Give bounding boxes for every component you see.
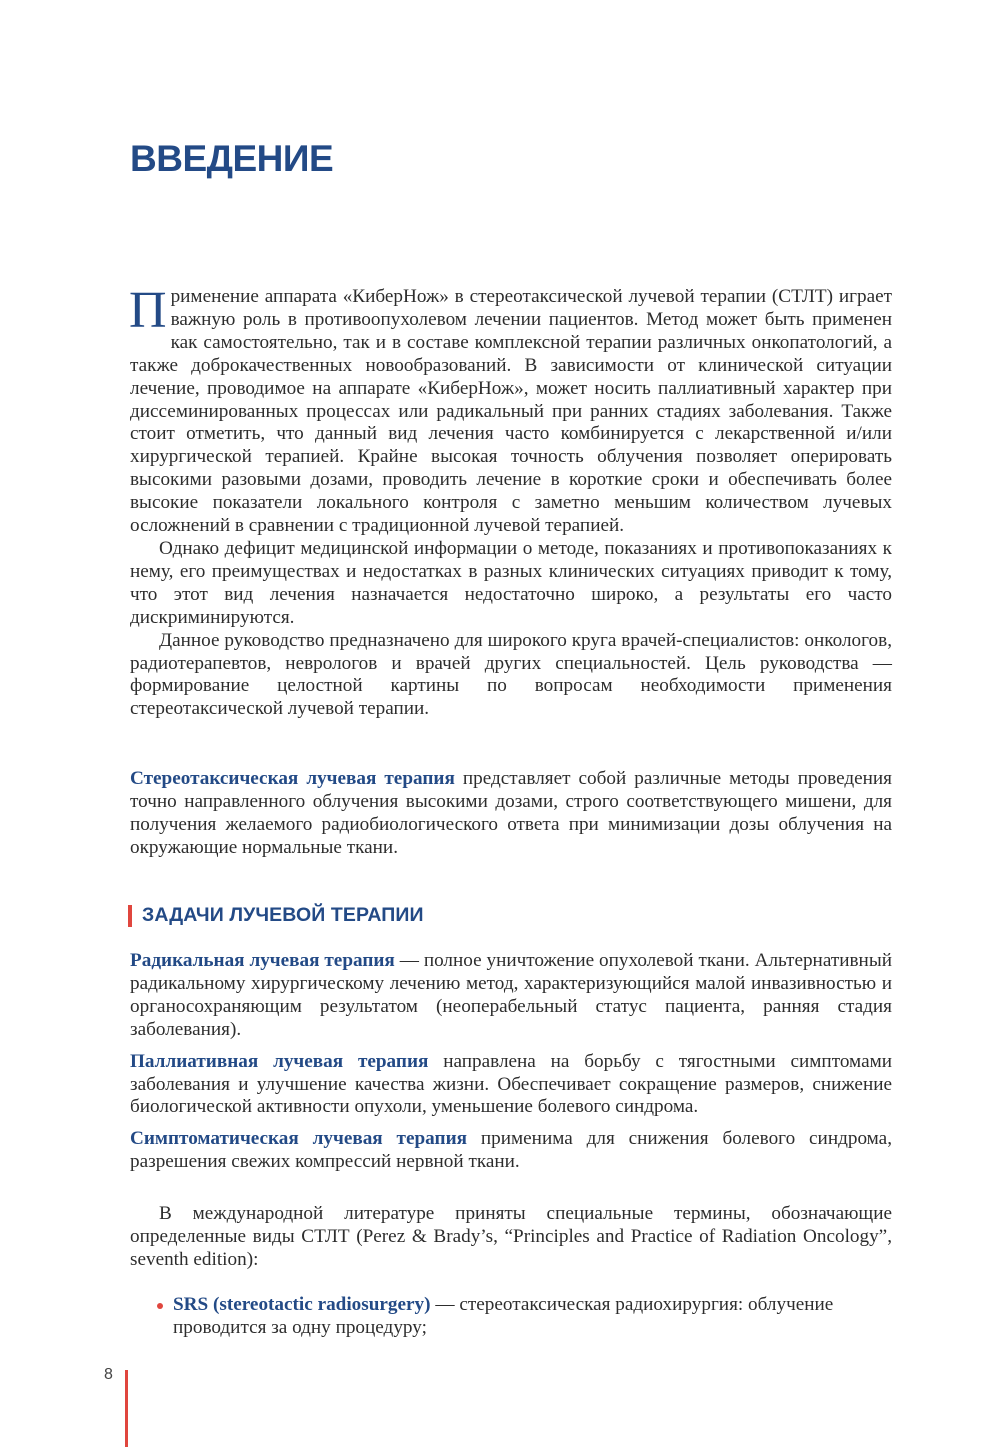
goal-text: применима для снижения болевого синдрома, разрешения свежих компрессий нервной ткани. <box>130 1128 892 1173</box>
intro-paragraph-1-text: рименение аппарата «КиберНож» в стереотаксической лучевой терапии (СТЛТ) играет важную роль в противоопухолевом лечении пациентов. Метод может быть применен как самостоятельно, так и в составе комплексной терапии различных онкопатологий, а также доброкачественных новообразований. В зависимости от клинической ситуации лечение, проводимое на аппарате «КиберНож», может носить паллиативный характер при диссеминированных процессах или радикальный при ранних стадиях заболевания. Также стоит отметить, что данный вид лечения часто комбинируется с лекарственной и/или хирургической терапией. Крайне высокая точность облучения позволяет оперировать высокими разовыми дозами, проводить лечение в короткие сроки и обеспечивать более высокие показатели локального контроля с заметно меньшим количеством лучевых осложнений в сравнении с традиционной лучевой терапией. <box>130 286 892 537</box>
goal-palliative <box>130 1051 892 1120</box>
list-item-term: SRS (stereotactic radiosurgery) <box>173 1293 431 1315</box>
bullet-icon <box>157 1303 163 1309</box>
definition-term: Стереотаксическая лучевая терапия <box>130 768 455 789</box>
intro-section <box>129 282 892 721</box>
definition-text: представляет собой различные методы проведения точно направленного облучения высокими дозами, строго соответствующего мишени, для получения желаемого радиобиологического ответа при минимизации дозы облучения на окружающие нормальные ткани. <box>130 768 893 858</box>
drop-cap: П <box>129 282 167 339</box>
list-item <box>130 1294 892 1340</box>
goal-radical <box>130 950 892 1042</box>
page-number: 8 <box>104 1366 113 1383</box>
literature-section <box>130 1203 892 1340</box>
terms-list <box>130 1294 892 1340</box>
goal-term: Симптоматическая лучевая терапия <box>130 1128 468 1150</box>
goal-term: Радикальная лучевая терапия <box>130 950 395 971</box>
goal-symptomatic <box>130 1128 892 1174</box>
section-heading <box>128 904 424 927</box>
page-margin-rule <box>125 1370 128 1447</box>
intro-paragraph-1 <box>129 282 892 538</box>
definition-section <box>130 768 892 860</box>
definition-paragraph <box>130 768 892 860</box>
therapy-goals <box>130 950 892 1174</box>
list-item-text: — стереотаксическая радиохирургия: облучение проводится за одну процедуру; <box>173 1293 834 1338</box>
section-title: ЗАДАЧИ ЛУЧЕВОЙ ТЕРАПИИ <box>142 904 424 926</box>
intro-paragraph-2: Однако дефицит медицинской информации о методе, показаниях и противопоказаниях к нему, его преимуществах и недостатках в разных клинических ситуациях приводит к тому, что этот вид лечения назначается недостаточно широко, а результаты его часто дискриминируются. <box>130 537 892 628</box>
goal-term: Паллиативная лучевая терапия <box>130 1050 429 1072</box>
literature-note: В международной литературе приняты специальные термины, обозначающие определенные виды СТЛТ (Perez & Brady’s, “Principles and Practice of Radiation Oncology”, seventh edition): <box>130 1203 892 1270</box>
goal-text: направлена на борьбу с тягостными симптомами заболевания и улучшение качества жизни. Обеспечивает сокращение размеров, снижение биологической активности опухоли, уменьшение болевого синдрома. <box>130 1050 892 1118</box>
goal-text: — полное уничтожение опухолевой ткани. Альтернативный радикальному хирургическому лечению метод, характеризующийся малой инвазивностью и органосохраняющим результатом (неоперабельный статус пациента, ранняя стадия заболевания). <box>130 950 892 1040</box>
page-title: ВВЕДЕНИЕ <box>130 138 334 179</box>
intro-paragraph-3: Данное руководство предназначено для широкого круга врачей-специалистов: онкологов, радиотерапевтов, неврологов и врачей других специальностей. Цель руководства — формирование целостной картины по вопросам необходимости применения стереотаксической лучевой терапии. <box>130 629 892 720</box>
section-accent-bar <box>128 905 132 927</box>
